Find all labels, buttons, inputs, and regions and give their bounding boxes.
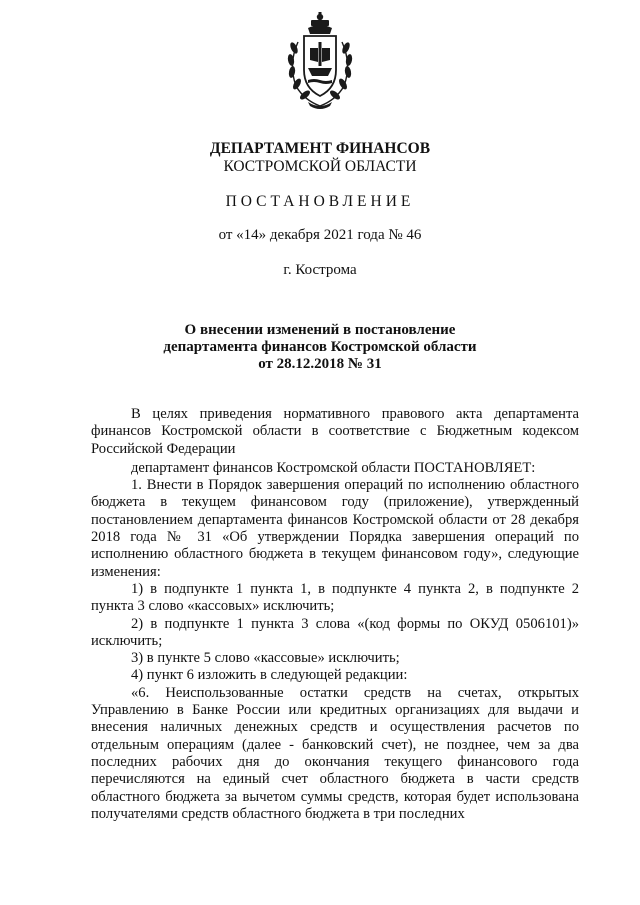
body-paragraph-subitem-3: 3) в пункте 5 слово «кассовые» исключить; (131, 650, 400, 667)
body-paragraph-item-1: 1. Внести в Порядок завершения операций по исполнению областного бюджета в текущем финансовом году (приложение), утвержденный постановлением департамента финансов Костромской области от 28 декабря 2018 года № 31 «Об утверждении Порядка завершения операций по исполнению областного бюджета в текущем финансовом году», следующие изменения: (91, 477, 579, 580)
body-paragraph-resolves: департамент финансов Костромской области ПОСТАНОВЛЯЕТ: (131, 459, 536, 476)
document-type: ПОСТАНОВЛЕНИЕ (225, 193, 415, 210)
body-paragraph-preamble: В целях приведения нормативного правового акта департамента финансов Костромской области в соответствие с Бюджетным кодексом Российской Федерации (91, 406, 579, 457)
document-body (91, 406, 579, 823)
coat-of-arms-emblem (284, 12, 356, 112)
document-city: г. Кострома (283, 262, 357, 278)
department-name-line2: КОСТРОМСКОЙ ОБЛАСТИ (223, 158, 417, 175)
document-date-number: от «14» декабря 2021 года № 46 (218, 227, 422, 243)
department-name-line1: ДЕПАРТАМЕНТ ФИНАНСОВ (209, 140, 431, 157)
body-paragraph-subitem-1: 1) в подпункте 1 пункта 1, в подпункте 4 пункта 2, в подпункте 2 пункта 3 слово «кассовых» исключить; (91, 580, 579, 615)
body-paragraph-subitem-4: 4) пункт 6 изложить в следующей редакции: (131, 667, 408, 684)
body-paragraph-item-6-text: «6. Неиспользованные остатки средств на счетах, открытых Управлению в Банке России или кредитных организациях для выдачи и внесения наличных денежных средств и осуществления расчетов по отдельным операциям (далее - банковский счет), не позднее, чем за два последних рабочих дня до окончания текущего финансового года перечисляются на единый счет областного бюджета в части средств областного бюджета за вычетом суммы средств, которая будет использована получателями средств областного бюджета в три последних (91, 684, 579, 822)
document-title-line3: от 28.12.2018 № 31 (258, 356, 382, 372)
body-paragraph-subitem-2: 2) в подпункте 1 пункта 3 слова «(код формы по ОКУД 0506101)» исключить; (91, 615, 579, 649)
document-title-line1: О внесении изменений в постановление (184, 322, 456, 338)
document-title-line2: департамента финансов Костромской области (163, 339, 477, 355)
